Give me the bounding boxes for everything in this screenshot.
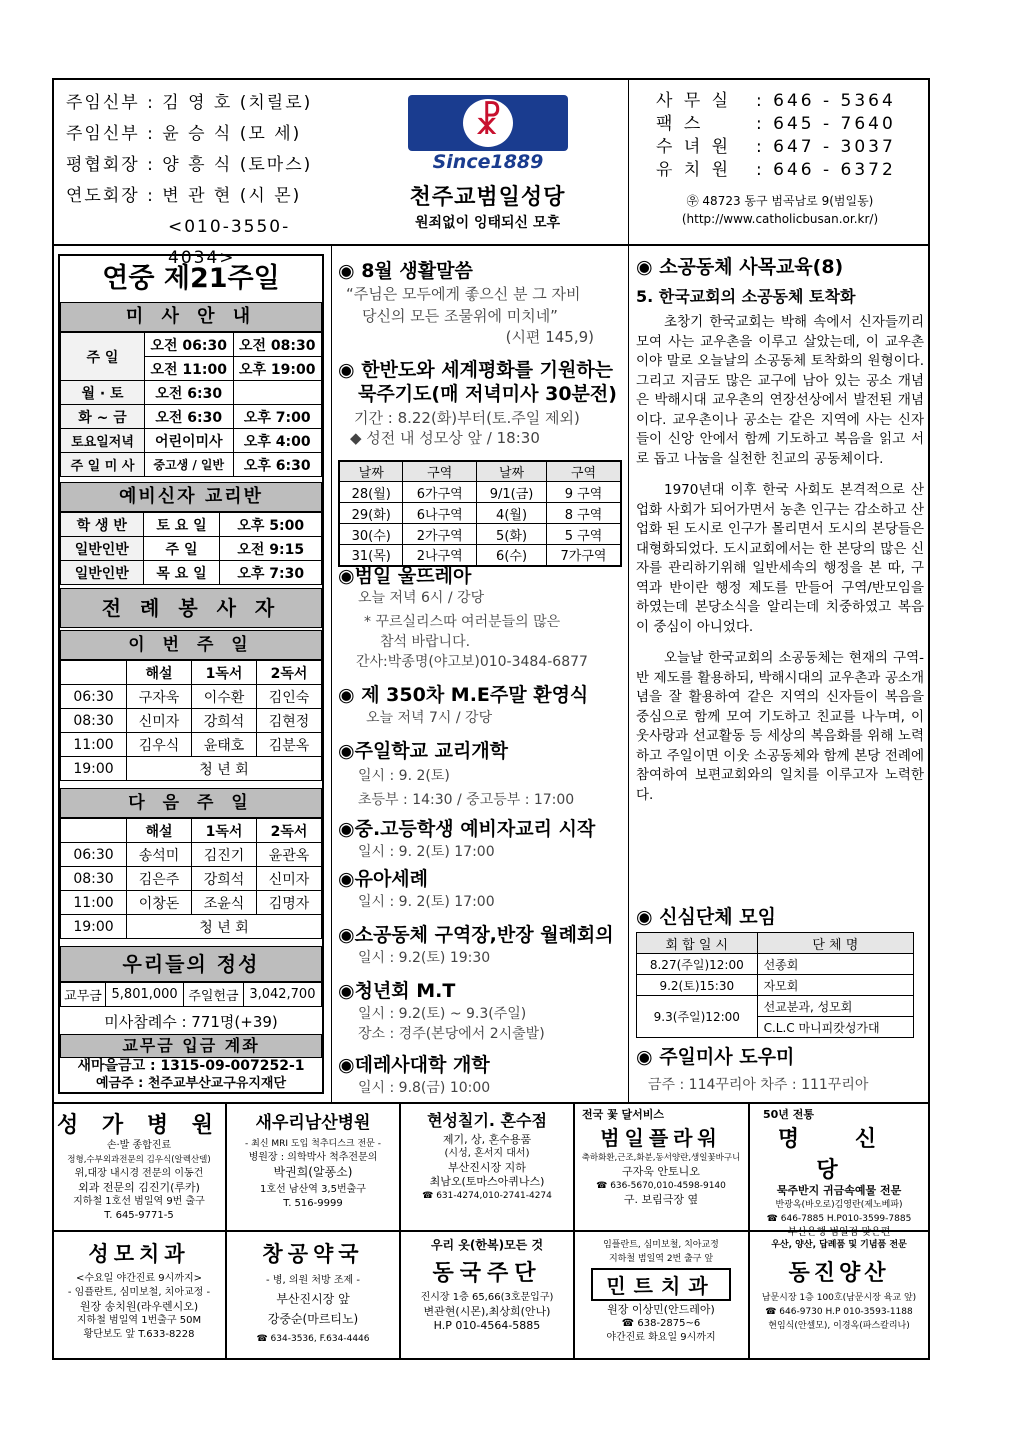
staff-row: 평협회장 : 양 흥 식 (토마스) xyxy=(66,155,313,175)
ad-seongmo-dental: 성모치과 <수요일 야간진료 9시까지> - 임플란트, 심미보철, 치아교정 - 원장 송치원(라우렌시오) 지하철 범일역 1번출구 50M 황단보도 앞 T.633-8228 xyxy=(67,1242,211,1340)
staff-row: 연도회장 : 변 관 현 (시 몬) xyxy=(66,186,302,206)
phone-list: 사 무 실 : 646 - 5364 팩 스 : 645 - 7640 수 녀 원 : 647 - 3037 유 치 원 : 646 - 6372 xyxy=(656,91,896,180)
notice-youth-mt: ◉청년회 M.T 일시 : 9.2(토) ~ 9.3(주일) 장소 : 경주(본당에서 2시출발) xyxy=(338,980,545,1042)
offering-table: 교무금 5,801,000 주일헌금 3,042,700 xyxy=(60,982,322,1007)
attendance: 미사참례수 : 771명(+39) xyxy=(104,1013,278,1031)
bullet-icon: ◉ xyxy=(636,906,660,928)
account-title: 교무금 입금 계좌 xyxy=(60,1034,322,1058)
catechumen-title: 예비신자 교리반 xyxy=(60,482,322,512)
ad-saeuri-hospital: 새우리남산병원 - 최신 MRI 도입 척추디스크 전문 - 병원장 : 의학박사 척추전문의 박권희(알퐁소) 1호선 남산역 3,5번출구 T. 516-9999 xyxy=(245,1113,381,1209)
ad-hyeonseong: 현성칠기. 혼수점 제기, 상, 혼수용품 (시성, 혼서지 대서) 부산진시장 지하 최남오(토마스아퀴나스) ☎ 631-4274,010-2741-4274 xyxy=(422,1111,552,1201)
address: ㉾ 48723 동구 범곡남로 9(범일동) xyxy=(686,194,874,208)
bullet-icon: ◉ xyxy=(338,868,355,890)
notice-teresa-college: ◉데레사대학 개학 일시 : 9.8(금) 10:00 xyxy=(338,1054,491,1096)
this-week-title: 이 번 주 일 xyxy=(60,630,322,660)
next-week-title: 다 음 주 일 xyxy=(60,788,322,818)
church-logo xyxy=(408,95,568,173)
logo-year: Since1889 xyxy=(432,151,544,173)
bullet-icon: ◉ xyxy=(338,980,355,1002)
daily-word: ◉ 8월 생활말씀 “주님은 모두에게 좋으신 분 그 자비 당신의 모든 조물위에 미치네” (시편 145,9) xyxy=(338,260,594,346)
bullet-icon: ◉ xyxy=(338,359,362,381)
liturgy-title: 전 례 봉 사 자 xyxy=(60,588,322,628)
bullet-icon: ◉ xyxy=(338,740,355,762)
ad-myeongsin: 50년 전통 명 신 당 묵주반지 귀금속예물 전문 반광옥(바오로)김영란(제노베파) ☎ 646-7885 H.P010-3599-7885 부산은행 범일점 맞은편 xyxy=(763,1108,912,1238)
mass-helpers: ◉ 주일미사 도우미 금주 : 114꾸리아 차주 : 111꾸리아 xyxy=(636,1046,869,1093)
notice-infant-baptism: ◉유아세례 일시 : 9. 2(토) 17:00 xyxy=(338,868,495,910)
bullet-icon: ◉ xyxy=(338,1054,355,1076)
mass-title: 미 사 안 내 xyxy=(60,302,322,332)
staff-row: 주임신부 : 김 영 호 (치릴로) xyxy=(66,93,313,113)
this-week-table: 해설 1독서 2독서 06:30 구자욱 이수환 김인숙 08:30 신미자 강희석 김현정 11:00 김우식 윤태호 김분옥 19:00 청 년 회 xyxy=(60,660,322,781)
devotional-table: 회 합 일 시 단 체 명 8.27(주일)12:00 선종회 9.2(토)15:30 자모회 9.3(주일)12:00 선교분과, 성모회 C.L.C 마니피캇성가대 xyxy=(636,932,914,1038)
church-motto: 원죄없이 잉태되신 모후 xyxy=(415,215,560,231)
bullet-icon: ◉ xyxy=(338,684,362,706)
church-name: 천주교범일성당 xyxy=(409,185,566,210)
account-info: 새마을금고 : 1315-09-007252-1 예금주 : 천주교부산교구유지재단 xyxy=(77,1058,305,1091)
devotional-groups: ◉ 신심단체 모임 xyxy=(636,906,776,928)
next-week-table: 해설 1독서 2독서 06:30 송석미 김진기 윤관옥 08:30 김은주 강희석 신미자 11:00 이창돈 조윤식 김명자 19:00 청 년 회 xyxy=(60,818,322,939)
notice-youth-catechism: ◉중.고등학생 예비자교리 시작 일시 : 9. 2(토) 17:00 xyxy=(338,818,596,860)
staff-phone: <010-3550-4034> xyxy=(168,217,291,268)
ad-changgong-pharmacy: 창공약국 - 병, 의원 처방 조제 - 부산진시장 앞 강중순(마르티노) ☎ 634-3536, F.634-4446 xyxy=(256,1242,370,1344)
ad-mint-dental: 임플란트, 심미보철, 치아교정 지하철 범일역 2번 출구 앞 민트치과 원장 이상민(안드레아) ☎ 638-2875~6 야간진료 화요일 9시까지 xyxy=(576,1238,746,1345)
bullet-icon: ◉ xyxy=(338,818,355,840)
ad-dongguk-judan: 우리 옷(한복)모든 것 동국주단 진시장 1층 65,66(3호문입구) 변관현(시몬),최상희(안나) H.P 010-4564-5885 xyxy=(420,1238,554,1332)
bullet-icon: ◉ xyxy=(636,256,660,278)
mint-dental-logo: 민트치과 xyxy=(591,1268,731,1301)
staff-row: 주임신부 : 윤 승 식 (모 세) xyxy=(66,124,302,144)
offering-title: 우리들의 정성 xyxy=(60,946,322,982)
rosary-table: 날짜 구역 날짜 구역 28(월) 6가구역 9/1(금) 9 구역 29(화) 6나구역 4(월) 8 구역 30(수) 2가구역 5(화) 5 구역 31(목) 2나구역 6(수) 7가구역 xyxy=(338,460,622,567)
rosary-prayer: ◉ 한반도와 세계평화를 기원하는 묵주기도(매 저녁미사 30분전) 기간 : 8.22(화)부터(토.주일 제외) ◆ 성전 내 성모상 앞 / 18:30 xyxy=(338,359,617,447)
bullet-icon: ◉ xyxy=(636,1046,660,1068)
bullet-icon: ◉ xyxy=(338,565,355,587)
week-title: 연중 제21주일 xyxy=(102,263,280,294)
ad-beomil-flower: 전국 꽃 달서비스 범일플라워 축하화환,근조,화분,동서양란,생일꽃바구니 구자욱 안토니오 ☎ 636-5670,010-4598-9140 구. 보림극장 옆 xyxy=(581,1108,741,1206)
catechumen-table: 학 생 반 토 요 일 오후 5:00 일반인반 주 일 오전 9:15 일반인반 목 요 일 오후 7:30 xyxy=(60,512,322,585)
notice-me: ◉ 제 350차 M.E주말 환영식 오늘 저녁 7시 / 강당 xyxy=(338,684,589,726)
notice-sunday-school: ◉주일학교 교리개학 일시 : 9. 2(토) 초등부 : 14:30 / 중고등부 : 17:00 xyxy=(338,740,575,808)
bullet-icon: ◉ xyxy=(338,924,355,946)
staff-list xyxy=(66,88,346,274)
notice-ultreya: ◉범일 울뜨레아 오늘 저녁 6시 / 강당 * 꾸르실리스따 여러분들의 많은 참석 바랍니다. 간사:박종명(야고보)010-3484-6877 xyxy=(338,565,588,670)
bullet-icon: ◉ xyxy=(338,260,362,282)
ad-dongjin-umbrella: 우산, 양산, 답례품 및 기념품 전문 동진양산 남문시장 1층 100호(남문시장 육교 앞) ☎ 646-9730 H.P 010-3593-1188 현임식(안셀모), 이경옥(파스칼리나) xyxy=(761,1240,917,1331)
website-link[interactable]: (http://www.catholicbusan.or.kr/) xyxy=(681,212,879,226)
chi-rho-icon: ☧ xyxy=(473,102,503,143)
notice-meeting: ◉소공동체 구역장,반장 월례회의 일시 : 9.2(토) 19:30 xyxy=(338,924,614,966)
ad-seongga-hospital: 성 가 병 원 손·발 종합진료 정형,수부외과전문의 김우식(알렉산델) 위,대장 내시경 전문의 이동건 외과 전문의 김진기(루카) 지하철 1호선 범일역 9번 출구 T. 645-9771-5 xyxy=(57,1113,221,1221)
mass-table: 주 일 오전 06:30 오전 08:30 오전 11:00 오후 19:00 월 · 토 오전 6:30 화 ~ 금 오전 6:30 오후 7:00 토요일저녁 어린이미사 오후 4:00 주 일 미 사 중고생 / 일반 오후 6:30 xyxy=(60,332,322,477)
community-education: ◉ 소공동체 사목교육(8) 5. 한국교회의 소공동체 토착화 초창기 한국교회는 박해 속에서 신자들끼리 모여 사는 교우촌을 이루고 살았는데, 이 교우촌이야 말로 오늘날의 소공동체 토착화의 원형이다. 그리고 지금도 많은 교구에 남아 있는 공소 개념은 박해시대 교우촌의 연장선상에서 발전된 개념이다. 교우촌이나 공소는 같은 지역에 사는 신자들이 신앙 안에서 함께 기도하고 복음을 읽고 서로 돕고 나눔을 실천한 친교의 공동체이다. 1970년대 이후 한국 사회도 본격적으로 산업화 사회가 되어가면서 농촌 인구는 감소하고 산업화 된 도시로 인구가 몰리면서 도시의 본당들은 대형화되었다. 도시교회에서는 한 본당의 많은 신자를 관리하기위해 일반세속의 행정을 본 따, 구역과 반이란 행정 제도를 만들어 구역/반모임을 하였는데 본당소식을 알리는데 치중하였고 복음이 중심이 아니었다. 오늘날 한국교회의 소공동체는 현재의 구역-반 제도를 활용하되, 박해시대의 교우촌과 공소개념을 잘 활용하여 같은 지역의 신자들이 복음을 중심으로 함께 모여 기도하고 친교를 나누며, 이웃사랑과 선교활동 등 세상의 복음화를 위해 노력하고 주일이면 이웃 소공동체와 함께 본당 전례에 참여하여 보편교회와의 일치를 이루고자 노력한다. xyxy=(636,256,924,803)
